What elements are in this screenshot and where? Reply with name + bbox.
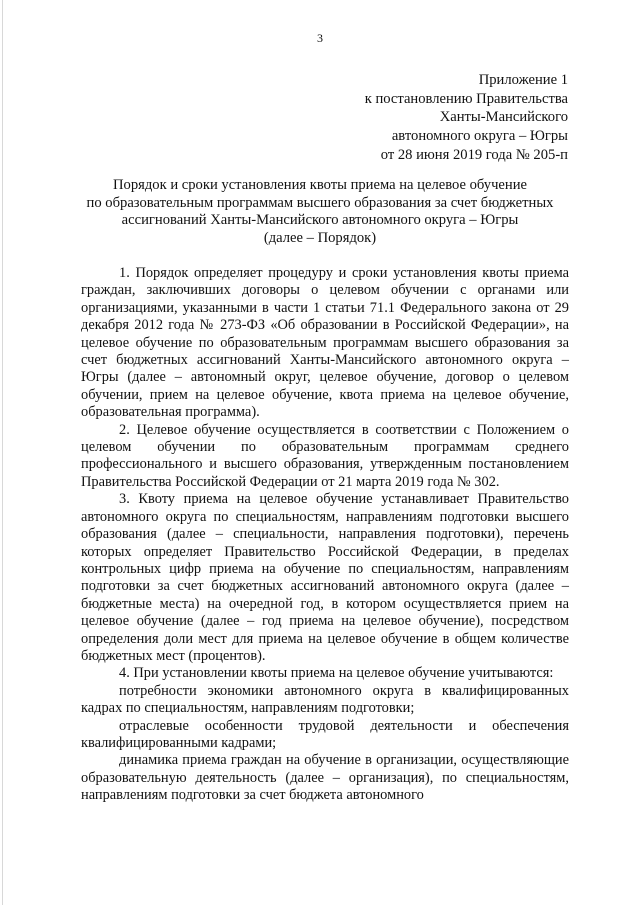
annex-line: к постановлению Правительства	[364, 90, 568, 107]
annex-line: автономного округа – Югры	[391, 128, 568, 145]
list-item-2: отраслевые особенности трудовой деятельности и обеспечения квалифицированными кадрами;	[81, 717, 569, 751]
paragraph-1: 1. Порядок определяет процедуру и сроки установления квоты приема граждан, заключивших договоры о целевом обучении с органами или организациями, указанными в части 1 статьи 71.1 Федерального закона от 29 декабря 2012 года № 273-ФЗ «Об образовании в Российской Федерации», на целевое обучение по образовательным программам высшего образования за счет бюджетных ассигнований Ханты-Мансийского автономного округа – Югры (далее – автономный округ, целевое обучение, договор о целевом обучении, прием на целевое обучение, квота приема на целевое обучение, образовательная программа).	[81, 265, 569, 421]
list-item-1: потребности экономики автономного округа в квалифицированных кадрах по специальностям, направлениям подготовки;	[81, 682, 569, 717]
document-body	[81, 265, 569, 805]
paragraph-3: 3. Квоту приема на целевое обучение устанавливает Правительство автономного округа по специальностям, направлениям подготовки высшего образования (далее – специальности, направления подготовки), перечень которых определяет Правительство Российской Федерации, в пределах контрольных цифр приема на обучение по специальностям, направлениям подготовки за счет бюджетных ассигнований автономного округа (далее – бюджетные места) на очередной год, в котором осуществляется прием на целевое обучение (далее – год приема на целевое обучение), посредством определения доли мест для приема на целевое обучение в общем количестве бюджетных мест (процентов).	[81, 491, 569, 664]
title-line: по образовательным программам высшего образования за счет бюджетных	[86, 194, 554, 211]
paragraph-4: 4. При установлении квоты приема на целевое обучение учитываются:	[119, 665, 554, 682]
annex-line: Приложение 1	[478, 72, 568, 88]
paragraph-2: 2. Целевое обучение осуществляется в соответствии с Положением о целевом обучении по образовательным программам среднего профессионального и высшего образования, утвержденным постановлением Правительства Российской Федерации от 21 марта 2019 года № 302.	[81, 421, 569, 490]
title-line: Порядок и сроки установления квоты приема на целевое обучение	[113, 177, 527, 193]
page-edge-line	[2, 0, 3, 905]
annex-line: Ханты-Мансийского	[439, 109, 568, 126]
annex-line: от 28 июня 2019 года № 205-п	[380, 146, 568, 163]
annex-header	[308, 71, 568, 165]
title-line: ассигнований Ханты-Мансийского автономного округа – Югры	[121, 212, 519, 229]
document-title	[60, 177, 580, 248]
list-item-3: динамика приема граждан на обучение в организации, осуществляющие образовательную деятельность (далее – организация), по специальностям, направлениям подготовки за счет бюджета автономного	[81, 752, 569, 804]
title-line: (далее – Порядок)	[263, 230, 377, 247]
page-number: 3	[317, 31, 323, 45]
